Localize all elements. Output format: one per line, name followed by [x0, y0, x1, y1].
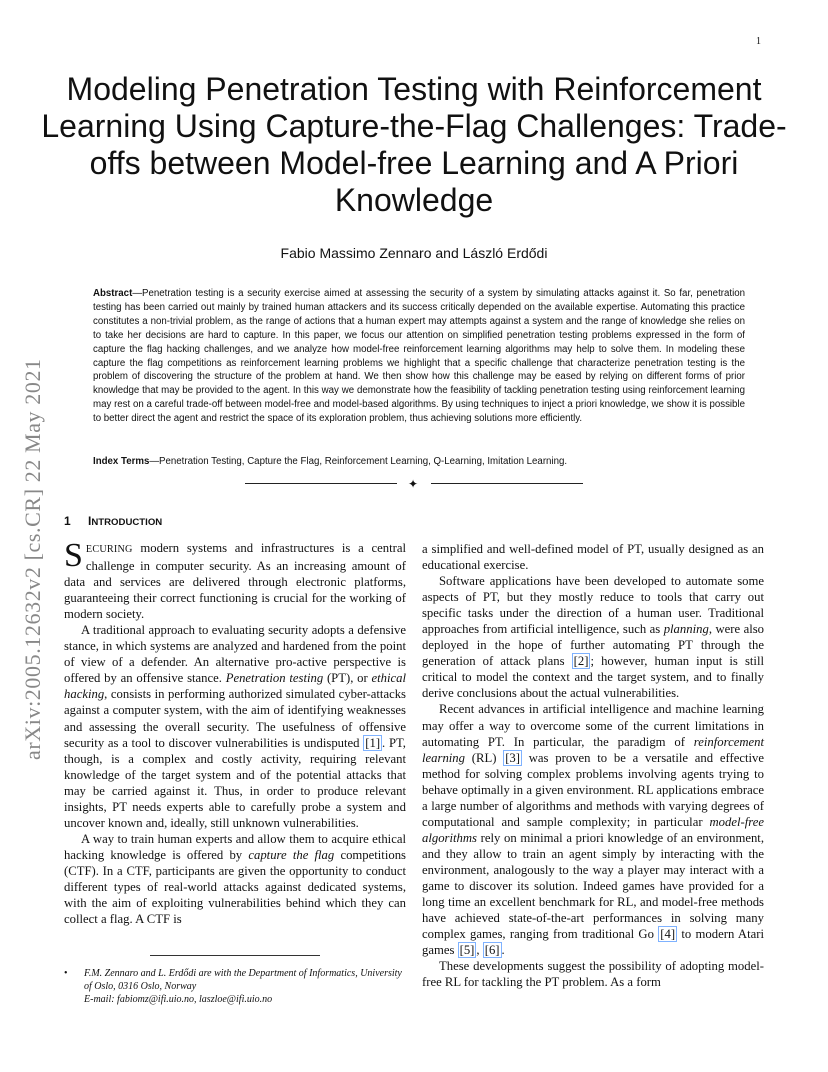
- page-number: 1: [756, 36, 761, 47]
- section-title-initial: I: [88, 514, 92, 528]
- paragraph-text: (RL): [465, 750, 504, 765]
- citation-link[interactable]: [1]: [365, 735, 381, 750]
- paragraph-text: ; however, human input is still critical to model the context and the target system, and to finally derive conclusions about the actual vulnerabilities.: [422, 654, 764, 701]
- index-terms-text: —Penetration Testing, Capture the Flag, Reinforcement Learning, Q-Learning, Imitation Learning.: [149, 456, 568, 467]
- paragraph: [64, 622, 406, 831]
- citation-link[interactable]: [4]: [660, 927, 676, 942]
- paragraph-text: ,: [476, 943, 483, 958]
- paragraph: [64, 537, 406, 622]
- author-list: Fabio Massimo Zennaro and László Erdődi: [280, 245, 548, 261]
- abstract-text: —Penetration testing is a security exercise aimed at assessing the security of a system by simulating attacks against it. So far, penetration testing has been carried out mainly by trained human attackers and its success critically depended on the available expertise. Automating this practice constitutes a non-trivial problem, as the range of actions that a human expert may attempts against a system and the range of knowledge she relies on to take her decisions are hard to capture. In this paper, we focus our attention on simplified penetration testing problems expressed in the form of capture the flag hacking challenges, and we analyze how model-free reinforcement learning algorithms may help to solve them. In modeling these capture the flag competitions as reinforcement learning problems we highlight that a specific challenge that characterize penetration testing is the problem of discovering the structure of the problem at hand. We then show how this challenge may be eased by relying on different forms of prior knowledge that may be provided to the agent. In this way we demonstrate how the feasibility of tackling penetration testing using reinforcement learning may rest on a careful trade-off between model-free and model-based algorithms. By using techniques to inject a priori knowledge, we show it is possible to better direct the agent and restrict the space of its exploration problem, thus achieving solutions more efficiently.: [93, 288, 745, 425]
- emphasis: ethical hacking: [64, 671, 407, 702]
- emphasis: reinforcement learning: [422, 734, 764, 765]
- smallcaps-lead: ECURING: [85, 544, 133, 555]
- arxiv-identifier[interactable]: arXiv:2005.12632v2 [cs.CR] 22 May 2021: [20, 358, 45, 760]
- paragraph-text: Software applications have been developed to automate some aspects of PT, but they mostly reduce to tools that carry out specific tasks under the direction of a human user. Traditional approaches from artificial intelligence, such as: [422, 574, 764, 637]
- section-heading: [64, 514, 162, 528]
- affiliation-text: F.M. Zennaro and L. Erdődi are with the Department of Informatics, University of Oslo, 0316 Oslo, Norway: [84, 968, 402, 992]
- divider-rule-left: [245, 483, 397, 484]
- paragraph-text: (PT), or: [323, 671, 372, 686]
- citation-link[interactable]: [5]: [459, 943, 475, 958]
- divider-rule-right: [431, 483, 583, 484]
- citation-link[interactable]: [6]: [484, 943, 500, 958]
- citation-link[interactable]: [2]: [573, 654, 589, 669]
- emphasis: model-free algorithms: [422, 814, 764, 845]
- emphasis: Penetration testing: [225, 671, 324, 686]
- paragraph: These developments suggest the possibility of adopting model-free RL for tackling the PT problem. As a form: [422, 959, 764, 990]
- paragraph: [422, 701, 764, 958]
- paragraph-text: modern systems and infrastructures is a central challenge in computer security. As an increasing amount of data and services are delivered through electronic platforms, guaranteeing their correct functioning is crucial for the working of modern society.: [64, 541, 406, 622]
- paragraph-text: A way to train human experts and allow them to acquire ethical hacking knowledge is offered by: [64, 831, 406, 862]
- paragraph-text: was proven to be a versatile and effective method for solving complex problems involving agents trying to behave optimally in a given environment. RL applications embrace a large number of algorithms and methods with varying degrees of computational and sample complexity; in particular: [422, 750, 764, 829]
- affiliation-footnote: [64, 967, 406, 1006]
- paragraph: [422, 573, 764, 701]
- paragraph-text: . PT, though, is a complex and costly activity, requiring relevant knowledge of the target system and of the potential attacks that may be carried against it. Thus, in order to produce relevant insights, PT needs experts able to carefully probe a system and uncover known and, ideally, still unknown vulnerabilities.: [64, 735, 406, 830]
- bullet-icon: •: [64, 968, 68, 979]
- paragraph-text: rely on minimal a priori knowledge of an environment, and they allow to train an agent simply by interacting with the environment, analogously to the way a player may interact with a game to discover its solution. Indeed games have provided for a long time an excellent benchmark for RL, and model-free methods have achieved state-of-the-art performances in solving many complex games, ranging from traditional Go: [422, 830, 764, 942]
- index-terms: [93, 456, 745, 467]
- paragraph-text: competitions (CTF). In a CTF, participants are given the opportunity to conduct different types of real-world attacks against dedicated systems, with the aim of exploiting vulnerabilities behind which they can collect a flag. A CTF is: [64, 847, 406, 927]
- index-terms-label: Index Terms: [93, 456, 150, 467]
- email-text: E-mail: fabiomz@ifi.uio.no, laszloe@ifi.uio.no: [84, 994, 273, 1005]
- left-column: [64, 537, 407, 927]
- section-divider: [245, 476, 583, 492]
- paragraph: a simplified and well-defined model of PT, usually designed as an educational exercise.: [422, 542, 764, 573]
- section-title-rest: NTRODUCTION: [91, 517, 163, 528]
- emphasis: capture the flag: [248, 847, 335, 862]
- footnote-rule: [150, 955, 320, 956]
- paragraph-text: to modern Atari games: [422, 927, 764, 958]
- paragraph-text: Recent advances in artificial intelligence and machine learning may offer a way to overcome some of the current limitations in automating PT. In particular, the paradigm of: [422, 702, 764, 749]
- section-number: 1: [64, 514, 71, 528]
- abstract: [93, 287, 745, 426]
- paper-title: Modeling Penetration Testing with Reinforcement Learning Using Capture-the-Flag Challenges: Trade-offs between Model-free Learning and A Priori Knowledge: [41, 71, 787, 218]
- citation-link[interactable]: [3]: [505, 750, 520, 765]
- abstract-label: Abstract: [93, 288, 133, 299]
- paragraph-text: , consists in performing authorized simulated cyber-attacks against a computer system, with the aim of identifying weaknesses and assessing the overall security. The usefulness of offensive security as a tool to discover vulnerabilities is undisputed: [64, 687, 406, 750]
- paragraph-text: .: [501, 943, 505, 958]
- paragraph-text: , were also deployed in the hope of further automating PT through the generation of attack plans: [422, 622, 765, 669]
- drop-cap: S: [64, 537, 83, 574]
- right-column: [422, 541, 764, 990]
- paragraph: [64, 831, 406, 927]
- paragraph-text: A traditional approach to evaluating security adopts a defensive stance, in which systems are analyzed and hardened from the point of view of a defender. An alternative pro-active perspective is offered by an offensive stance.: [64, 623, 406, 686]
- emphasis: planning: [663, 622, 709, 637]
- divider-diamond-icon: ✦: [408, 477, 419, 491]
